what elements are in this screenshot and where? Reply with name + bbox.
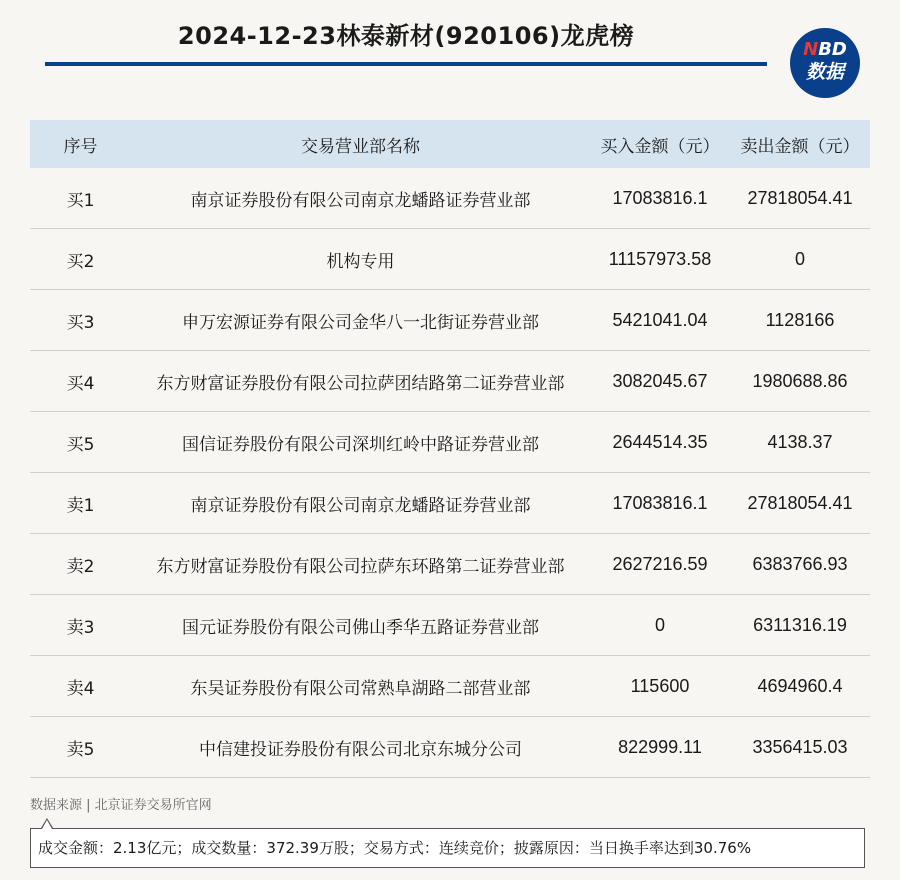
table-row — [30, 290, 870, 351]
data-source-note: 数据来源 | 北京证券交易所官网 — [30, 798, 212, 813]
column-header-name: 交易营业部名称 — [131, 120, 590, 168]
table-row — [30, 717, 870, 778]
row-sell-amount-cell: 6311316.19 — [730, 595, 870, 656]
row-seq-cell: 卖5 — [30, 717, 131, 778]
row-branch-name-cell: 申万宏源证券有限公司金华八一北街证券营业部 — [131, 290, 590, 351]
row-buy-amount-cell: 2644514.35 — [590, 412, 730, 473]
row-buy-amount-cell: 17083816.1 — [590, 168, 730, 229]
table-row — [30, 351, 870, 412]
table-row — [30, 656, 870, 717]
row-buy-amount-cell: 2627216.59 — [590, 534, 730, 595]
row-sell-amount-cell: 4694960.4 — [730, 656, 870, 717]
row-buy-amount-cell: 11157973.58 — [590, 229, 730, 290]
summary-pointer-fill — [42, 820, 52, 829]
row-buy-amount-cell: 5421041.04 — [590, 290, 730, 351]
row-seq-cell: 买2 — [30, 229, 131, 290]
table-body — [30, 168, 870, 778]
row-sell-amount-cell: 27818054.41 — [730, 473, 870, 534]
row-buy-amount-cell: 822999.11 — [590, 717, 730, 778]
row-branch-name-cell: 国元证券股份有限公司佛山季华五路证券营业部 — [131, 595, 590, 656]
dragon-tiger-table — [30, 120, 870, 778]
row-sell-amount-cell: 6383766.93 — [730, 534, 870, 595]
row-seq-cell: 卖2 — [30, 534, 131, 595]
nbd-logo — [790, 28, 860, 98]
table-row — [30, 412, 870, 473]
row-buy-amount-cell: 3082045.67 — [590, 351, 730, 412]
table-row — [30, 229, 870, 290]
row-branch-name-cell: 东方财富证券股份有限公司拉萨团结路第二证券营业部 — [131, 351, 590, 412]
row-seq-cell: 买3 — [30, 290, 131, 351]
row-sell-amount-cell: 0 — [730, 229, 870, 290]
row-branch-name-cell: 南京证券股份有限公司南京龙蟠路证券营业部 — [131, 473, 590, 534]
page-title: 2024-12-23林泰新材(920106)龙虎榜 — [177, 22, 635, 50]
row-sell-amount-cell: 1980688.86 — [730, 351, 870, 412]
table-row — [30, 473, 870, 534]
table-row — [30, 534, 870, 595]
row-seq-cell: 买1 — [30, 168, 131, 229]
row-buy-amount-cell: 115600 — [590, 656, 730, 717]
row-seq-cell: 买5 — [30, 412, 131, 473]
logo-bottom-text: 数据 — [805, 61, 844, 83]
row-sell-amount-cell: 3356415.03 — [730, 717, 870, 778]
table-row — [30, 595, 870, 656]
row-branch-name-cell: 东方财富证券股份有限公司拉萨东环路第二证券营业部 — [131, 534, 590, 595]
row-branch-name-cell: 东吴证券股份有限公司常熟阜湖路二部营业部 — [131, 656, 590, 717]
row-branch-name-cell: 中信建投证券股份有限公司北京东城分公司 — [131, 717, 590, 778]
title-underline — [45, 62, 767, 66]
row-seq-cell: 卖4 — [30, 656, 131, 717]
column-header-sell: 卖出金额（元） — [730, 120, 870, 168]
row-branch-name-cell: 机构专用 — [131, 229, 590, 290]
row-sell-amount-cell: 27818054.41 — [730, 168, 870, 229]
row-buy-amount-cell: 0 — [590, 595, 730, 656]
trade-summary-box: 成交金额：2.13亿元；成交数量：372.39万股；交易方式：连续竞价；披露原因：当日换手率达到30.76% — [30, 828, 865, 868]
column-header-no: 序号 — [30, 120, 131, 168]
row-seq-cell: 买4 — [30, 351, 131, 412]
column-header-buy: 买入金额（元） — [590, 120, 730, 168]
table-row — [30, 168, 870, 229]
logo-bd-letters: BD — [818, 39, 847, 60]
logo-top-text — [790, 40, 860, 60]
row-buy-amount-cell: 17083816.1 — [590, 473, 730, 534]
row-seq-cell: 卖1 — [30, 473, 131, 534]
row-branch-name-cell: 南京证券股份有限公司南京龙蟠路证券营业部 — [131, 168, 590, 229]
logo-n-letter: N — [803, 39, 819, 60]
row-branch-name-cell: 国信证券股份有限公司深圳红岭中路证券营业部 — [131, 412, 590, 473]
table-header-row — [30, 120, 870, 168]
row-sell-amount-cell: 4138.37 — [730, 412, 870, 473]
row-sell-amount-cell: 1128166 — [730, 290, 870, 351]
row-seq-cell: 卖3 — [30, 595, 131, 656]
